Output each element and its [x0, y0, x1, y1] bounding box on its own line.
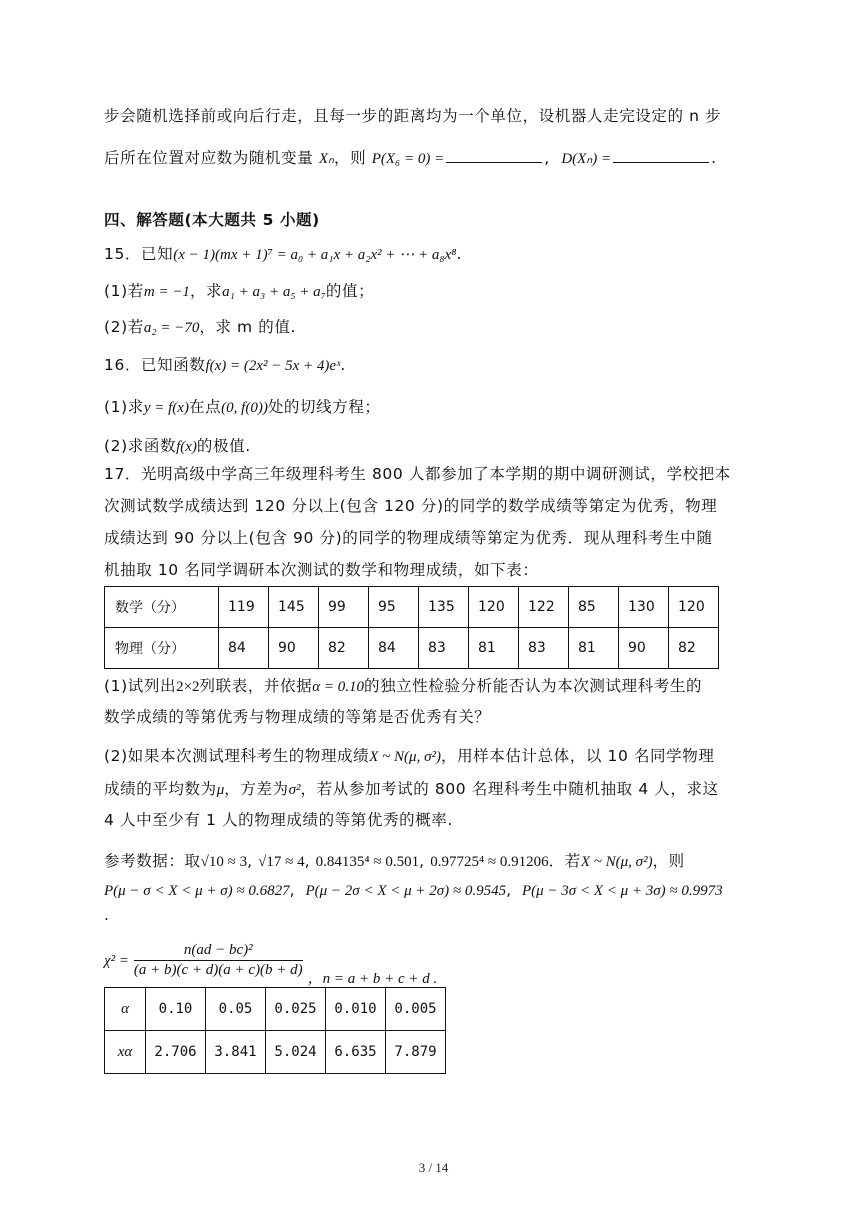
q17-contingency: 2×2	[176, 679, 200, 695]
physics-score: 82	[319, 628, 369, 669]
math-score: 130	[619, 587, 669, 628]
physics-score: 84	[219, 628, 269, 669]
chi-numerator: n(ad − bc)²	[134, 942, 303, 961]
chi-denominator: (a + b)(c + d)(a + c)(b + d)	[133, 962, 303, 978]
physics-score: 83	[519, 628, 569, 669]
q16-end: .	[340, 356, 346, 374]
prob-three-sigma: P(μ − 3σ < X < μ + 3σ) ≈ 0.9973	[522, 883, 723, 899]
q15-part1-end: 的值；	[325, 282, 375, 300]
reference-then: ，则	[652, 852, 685, 870]
math-score: 119	[219, 587, 269, 628]
alpha-value: 0.010	[326, 988, 386, 1031]
q15-expression: (x − 1)(mx + 1)⁷ = a₀ + a₁x + a₂x² + ⋯ + a₈x⁸	[173, 247, 457, 263]
variance-expression: D(Xₙ) =	[561, 151, 612, 167]
alpha-value: 0.10	[146, 988, 206, 1031]
random-variable: Xₙ	[318, 151, 334, 167]
q16-expression: f(x) = (2x² − 5x + 4)eˣ	[205, 358, 341, 374]
physics-score: 90	[619, 628, 669, 669]
q17-line-3: 成绩达到 90 分以上(包含 90 分)的同学的物理成绩等第定为优秀．现从理科考生中随	[104, 529, 713, 547]
alpha-value: 0.05	[206, 988, 266, 1031]
page-number: 3 / 14	[418, 1160, 449, 1175]
table-row	[105, 587, 719, 628]
q16-part1-point: (0, f(0))	[221, 400, 268, 416]
q17-part2-line-2	[104, 777, 719, 799]
q15-prefix: 15．已知	[104, 245, 174, 263]
physics-score: 84	[369, 628, 419, 669]
n-definition: ，n = a + b + c + d .	[307, 971, 438, 987]
critical-value: 5.024	[266, 1031, 326, 1074]
math-score: 120	[669, 587, 719, 628]
physics-score: 82	[669, 628, 719, 669]
math-score: 99	[319, 587, 369, 628]
reference-dot: .	[104, 906, 110, 924]
q17-part2-b: ，用样本估计总体，以 10 名同学物理	[440, 747, 715, 765]
math-score: 120	[469, 587, 519, 628]
q17-part1-line-2: 数学成绩的等第优秀与物理成绩的等第是否优秀有关？	[104, 708, 491, 726]
q15-part1-mid: ，求	[189, 282, 223, 300]
q15-part2-prefix: (2)若	[104, 318, 144, 336]
math-score: 95	[369, 587, 419, 628]
table-row	[105, 988, 446, 1031]
q17-line-2: 次测试数学成绩达到 120 分以上(包含 120 分)的同学的数学成绩等第定为优秀，物理	[104, 497, 718, 515]
q17-part2-line-3: 4 人中至少有 1 人的物理成绩的等第优秀的概率.	[104, 811, 453, 829]
table-row	[105, 1031, 446, 1074]
prob-one-sigma: P(μ − σ < X < μ + σ) ≈ 0.6827	[104, 883, 290, 899]
chi-lhs: χ² =	[104, 953, 129, 969]
answer-blank-1[interactable]	[446, 148, 542, 163]
alpha-symbol: α	[105, 988, 146, 1031]
physics-score: 90	[269, 628, 319, 669]
scores-table	[104, 586, 719, 669]
intro-line-2-text: 后所在位置对应数为随机变量	[104, 149, 314, 167]
q17-alpha: α = 0.10	[312, 679, 364, 695]
q15-part1-expression: a₁ + a₃ + a₅ + a₇	[222, 284, 326, 300]
reference-if: ．若	[548, 852, 581, 870]
answer-blank-2[interactable]	[613, 148, 709, 163]
q16-stem	[104, 353, 346, 375]
physics-label: 物理（分）	[105, 628, 219, 669]
reference-distribution: X ~ N(μ, σ²)	[580, 854, 653, 870]
q16-part1-mid: 在点	[188, 398, 222, 416]
power-1: 0.84135⁴ ≈ 0.501	[315, 854, 420, 870]
prob-expression: P(X₆ = 0) =	[371, 151, 445, 167]
intro-then: ，则	[333, 149, 367, 167]
q15-part2-end: ，求 m 的值.	[199, 318, 297, 336]
q16-part2-expression: f(x)	[176, 439, 197, 455]
math-label: 数学（分）	[105, 587, 219, 628]
reference-label: 参考数据：取	[104, 852, 201, 870]
intro-line-1: 步会随机选择前或向后行走，且每一步的距离均为一个单位，设机器人走完设定的 n 步	[104, 107, 722, 125]
section-title: 四、解答题(本大题共 5 小题)	[104, 211, 320, 229]
q15-stem	[104, 242, 462, 264]
math-score: 145	[269, 587, 319, 628]
sqrt17: √17 ≈ 4	[258, 854, 305, 870]
critical-value: 6.635	[326, 1031, 386, 1074]
q15-part2-condition: a₂ = −70	[143, 320, 200, 336]
q17-distribution: X ~ N(μ, σ²)	[369, 749, 441, 765]
prob-two-sigma: P(μ − 2σ < X < μ + 2σ) ≈ 0.9545	[305, 883, 507, 899]
q16-part1-prefix: (1)求	[104, 398, 144, 416]
q15-part2	[104, 315, 296, 337]
alpha-value: 0.025	[266, 988, 326, 1031]
q17-part2	[104, 744, 714, 766]
q16-prefix: 16．已知函数	[104, 356, 206, 374]
q17-part2-line-2-c: ，若从参加考试的 800 名理科考生中随机抽取 4 人，求这	[300, 780, 719, 798]
sqrt10: √10 ≈ 3	[200, 854, 248, 870]
reference-line-2: P(μ − σ < X < μ + σ) ≈ 0.6827, P(μ − 2σ < X < μ + 2σ) ≈ 0.9545, P(μ − 3σ < X < μ + 3σ) ≈ 0.9973	[104, 881, 723, 899]
q17-part2-line-2-b: ，方差为	[224, 780, 289, 798]
critical-values-table	[104, 987, 446, 1074]
q16-part1-end: 处的切线方程；	[267, 398, 381, 416]
q17-part1	[104, 674, 702, 696]
q17-part2-a: (2)如果本次测试理科考生的物理成绩	[104, 747, 370, 765]
intro-end: .	[711, 149, 717, 167]
q16-part2-prefix: (2)求函数	[104, 437, 177, 455]
q17-part1-c: 的独立性检验分析能否认为本次测试理科考生的	[363, 677, 703, 695]
q17-line-4: 机抽取 10 名同学调研本次测试的数学和物理成绩，如下表：	[104, 561, 539, 579]
alpha-value: 0.005	[386, 988, 446, 1031]
q15-part1	[104, 279, 374, 301]
q15-end: .	[456, 245, 463, 263]
physics-score: 81	[469, 628, 519, 669]
q16-part1-expression: y = f(x)	[143, 400, 189, 416]
q17-sigma: σ²	[288, 782, 301, 798]
reference-line-1: 参考数据：取√10 ≈ 3, √17 ≈ 4, 0.84135⁴ ≈ 0.501, 0.97725⁴ ≈ 0.91206．若X ~ N(μ, σ²)，则	[104, 852, 685, 870]
math-score: 135	[419, 587, 469, 628]
chi-square-formula	[104, 942, 437, 988]
intro-line-2: 后所在位置对应数为随机变量 Xₙ，则 P(X₆ = 0) = , D(Xₙ) = .	[104, 149, 717, 167]
power-2: 0.97725⁴ ≈ 0.91206	[430, 854, 549, 870]
q15-part1-prefix: (1)若	[104, 282, 144, 300]
physics-score: 81	[569, 628, 619, 669]
q15-part1-condition: m = −1	[143, 284, 190, 300]
q17-part1-a: (1)试列出	[104, 677, 177, 695]
critical-value: 3.841	[206, 1031, 266, 1074]
critical-value: 7.879	[386, 1031, 446, 1074]
physics-score: 83	[419, 628, 469, 669]
q17-part2-line-2-a: 成绩的平均数为	[104, 780, 217, 798]
q16-part2-end: 的极值.	[196, 437, 251, 455]
q17-line-1: 17．光明高级中学高三年级理科考生 800 人都参加了本学期的期中调研测试，学校把本	[104, 465, 731, 483]
table-row	[105, 628, 719, 669]
chi-fraction	[134, 942, 303, 979]
q16-part1	[104, 395, 381, 417]
math-score: 85	[569, 587, 619, 628]
x-alpha-symbol: xα	[105, 1031, 146, 1074]
q16-part2	[104, 434, 251, 456]
q17-part1-b: 列联表，并依据	[199, 677, 313, 695]
critical-value: 2.706	[146, 1031, 206, 1074]
math-score: 122	[519, 587, 569, 628]
q17-mu: μ	[216, 782, 225, 798]
